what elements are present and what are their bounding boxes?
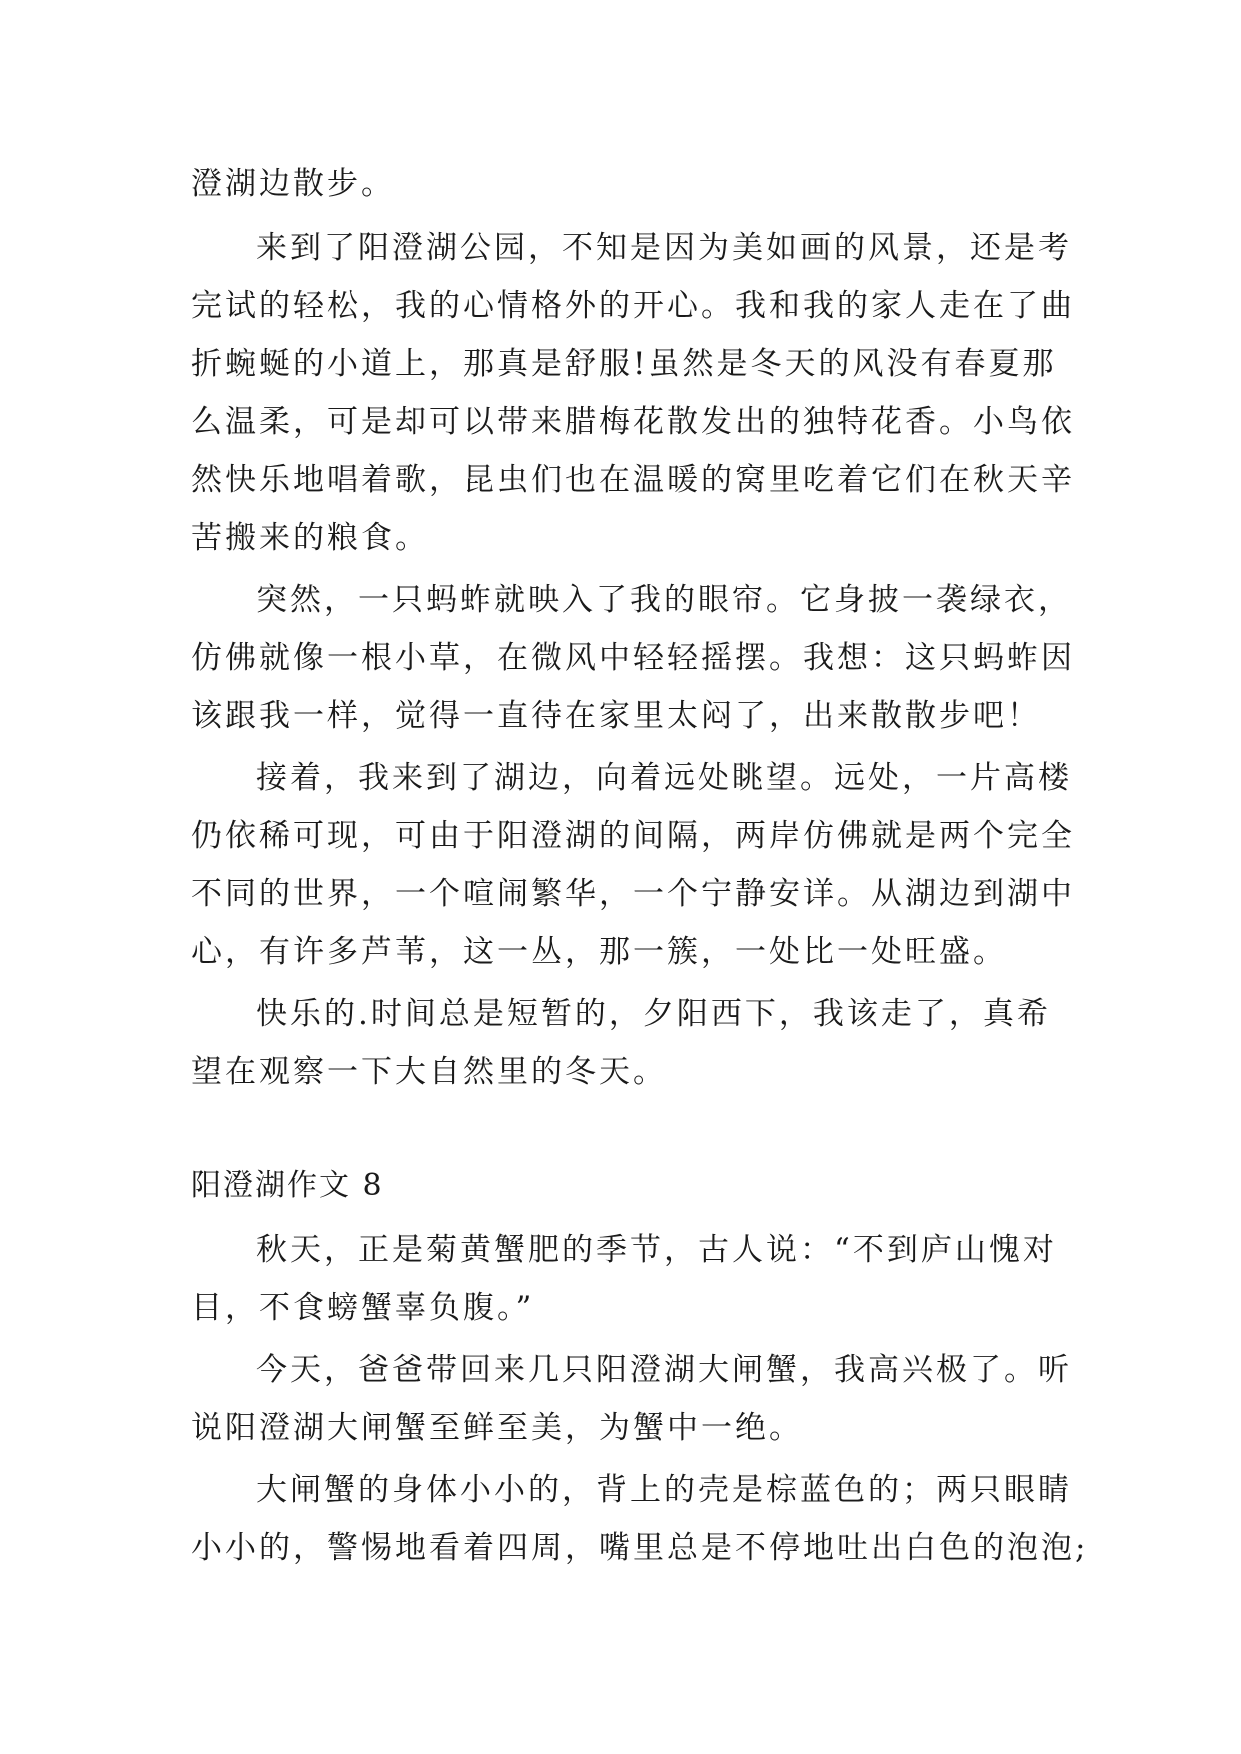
text-line: 突然，一只蚂蚱就映入了我的眼帘。它身披一袭绿衣， — [256, 582, 1072, 618]
text-line: 目，不食螃蟹辜负腹。” — [191, 1290, 535, 1326]
text-line: 秋天，正是菊黄蟹肥的季节，古人说：“不到庐山愧对 — [256, 1232, 1057, 1268]
text-line: 小小的，警惕地看着四周，嘴里总是不停地吐出白色的泡泡; — [191, 1530, 1089, 1566]
text-line: 今天，爸爸带回来几只阳澄湖大闸蟹，我高兴极了。听 — [256, 1352, 1072, 1388]
text-line: 完试的轻松，我的心情格外的开心。我和我的家人走在了曲 — [191, 288, 1075, 324]
text-line: 接着，我来到了湖边，向着远处眺望。远处，一片高楼 — [256, 760, 1072, 796]
text-line: 来到了阳澄湖公园，不知是因为美如画的风景，还是考 — [256, 230, 1072, 266]
text-line: 望在观察一下大自然里的冬天。 — [191, 1054, 667, 1090]
text-line: 仍依稀可现，可由于阳澄湖的间隔，两岸仿佛就是两个完全 — [191, 818, 1075, 854]
text-line: 然快乐地唱着歌，昆虫们也在温暖的窝里吃着它们在秋天辛 — [191, 462, 1075, 498]
text-line: 该跟我一样，觉得一直待在家里太闷了，出来散散步吧！ — [191, 698, 1041, 734]
text-line: 么温柔，可是却可以带来腊梅花散发出的独特花香。小鸟依 — [191, 404, 1075, 440]
text-line: 澄湖边散步。 — [191, 166, 395, 202]
text-line: 折蜿蜒的小道上，那真是舒服!虽然是冬天的风没有春夏那 — [191, 346, 1057, 382]
text-line: 苦搬来的粮食。 — [191, 520, 429, 556]
text-line: 不同的世界，一个喧闹繁华，一个宁静安详。从湖边到湖中 — [191, 876, 1075, 912]
text-line: 心，有许多芦苇，这一丛，那一簇，一处比一处旺盛。 — [191, 934, 1007, 970]
text-line: 仿佛就像一根小草，在微风中轻轻摇摆。我想：这只蚂蚱因 — [191, 640, 1075, 676]
text-line: 快乐的.时间总是短暂的，夕阳西下，我该走了，真希 — [256, 996, 1051, 1032]
section-heading: 阳澄湖作文 8 — [191, 1168, 384, 1203]
text-line: 大闸蟹的身体小小的，背上的壳是棕蓝色的；两只眼睛 — [256, 1472, 1072, 1508]
text-line: 说阳澄湖大闸蟹至鲜至美，为蟹中一绝。 — [191, 1410, 803, 1446]
